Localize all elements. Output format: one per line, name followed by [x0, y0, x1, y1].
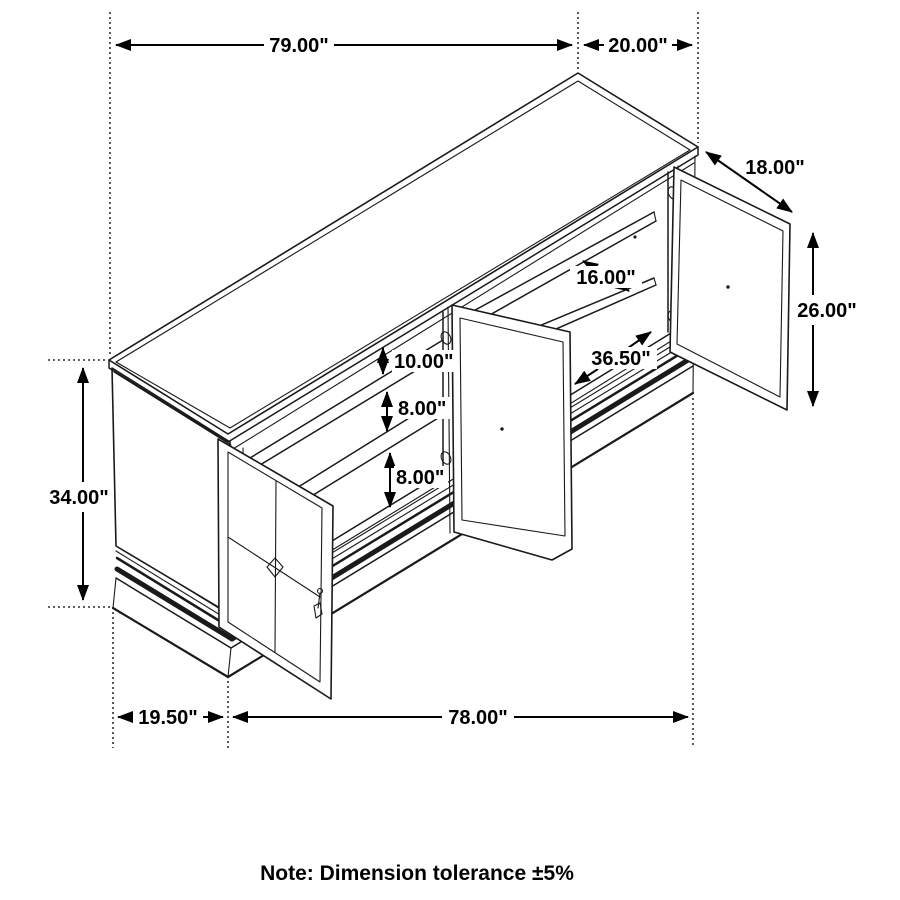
dim-label-right-opening-width: 36.50": [591, 348, 651, 370]
dim-label-top-width: 79.00": [269, 35, 329, 57]
dim-base-width: [233, 707, 688, 729]
cabinet-drawing: [109, 73, 790, 699]
dim-shelf-gap-bottom: [390, 453, 448, 507]
dim-shelf-depth: [570, 261, 642, 291]
dim-label-shelf-gap-top: 10.00": [394, 351, 454, 373]
dim-label-shelf-gap-middle: 8.00": [398, 398, 447, 420]
top-slab: [109, 73, 698, 449]
dim-cabinet-height: [49, 368, 109, 600]
dim-label-base-width: 78.00": [448, 707, 508, 729]
glass-door-left: [218, 439, 333, 699]
dim-base-depth: [118, 707, 223, 729]
door-middle: [448, 305, 572, 560]
dim-label-shelf-gap-bottom: 8.00": [396, 467, 445, 489]
dim-label-right-door-width: 18.00": [745, 157, 805, 179]
dim-top-width: [116, 35, 572, 57]
door-right: [670, 167, 790, 410]
dim-label-base-depth: 19.50": [138, 707, 198, 729]
dim-top-depth: [584, 35, 692, 57]
dim-label-top-depth: 20.00": [608, 35, 668, 57]
dim-right-door-height: [797, 233, 857, 406]
dim-label-cabinet-height: 34.00": [49, 487, 109, 509]
dim-label-shelf-depth: 16.00": [576, 267, 636, 289]
dim-shelf-gap-top: [383, 348, 456, 374]
dim-label-right-door-height: 26.00": [797, 300, 857, 322]
tolerance-note: Note: Dimension tolerance ±5%: [260, 862, 574, 885]
